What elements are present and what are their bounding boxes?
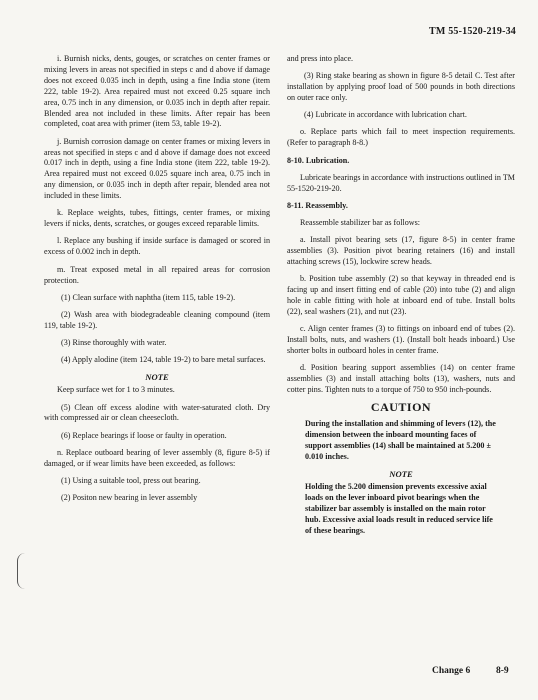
step-m1: (1) Clean surface with naphtha (item 115, table 19-2).	[61, 292, 236, 302]
reassembly-step-b: b. Position tube assembly (2) so that keyway in threaded end is facing up and insert fitting end of cable (20) into tube (2) and align hole in cable fitting with hole at inboard end of tube. Install bolts (22), seal washers (21), and nut (23).	[287, 274, 515, 316]
step-n3: (3) Ring stake bearing as shown in figure 8-5 detail C. Test after installation by applying proof load of 500 pounds in both directions on outer race only.	[287, 71, 515, 103]
document-number: TM 55-1520-219-34	[429, 26, 516, 37]
paragraph-l: l. Replace any bushing if inside surface is damaged or scored in excess of 0.002 inch in depth.	[44, 236, 270, 257]
reassembly-step-c: c. Align center frames (3) to fittings on inboard end of tubes (2). Install bolts, nuts, and washers (1). (Install bolt heads inboard.) Use shorter bolts in outboard holes in center frame.	[287, 324, 515, 355]
reassembly-step-d: d. Position bearing support assemblies (14) on center frame assemblies (3) and install attaching bolts (13), washers, nuts and cotter pins. Tighten nuts to a torque of 750 to 950 inch-pounds.	[287, 363, 515, 395]
lubrication-text: Lubricate bearings in accordance with instructions outlined in TM 55-1520-219-20.	[287, 172, 515, 193]
section-heading-reassembly: 8-11. Reassembly.	[287, 200, 348, 210]
step-m6: (6) Replace bearings if loose or faulty in operation.	[61, 430, 227, 440]
note-text: Keep surface wet for 1 to 3 minutes.	[57, 385, 175, 395]
caution-heading: CAUTION	[370, 400, 432, 415]
paragraph-m: m. Treat exposed metal in all repaired areas for corrosion protection.	[44, 264, 270, 285]
change-number: Change 6	[432, 666, 471, 676]
step-m2: (2) Wash area with biodegradeable cleaning compound (item 119, table 19-2).	[44, 309, 270, 330]
step-n4: (4) Lubricate in accordance with lubrication chart.	[304, 110, 467, 120]
reassembly-intro: Reassemble stabilizer bar as follows:	[300, 218, 421, 228]
right-column	[287, 54, 515, 542]
left-column	[44, 54, 270, 510]
note-heading: NOTE	[145, 372, 169, 383]
step-m4: (4) Apply alodine (item 124, table 19-2) to bare metal surfaces.	[61, 355, 266, 365]
step-m3: (3) Rinse thoroughly with water.	[61, 338, 167, 348]
margin-bracket	[17, 553, 26, 589]
reassembly-step-a: a. Install pivot bearing sets (17, figure 8-5) in center frame assemblies (3). Position pivot bearing retainers (16) and install attaching screws (15), lockwire screw heads.	[287, 235, 515, 267]
note-heading-2: NOTE	[389, 469, 413, 480]
continued-text: and press into place.	[287, 54, 354, 63]
paragraph-j: j. Burnish corrosion damage on center frames or mixing levers in areas not specified in steps c and d above if damage does not exceed 0.017 inch in depth, using a fine India stone (item 222, table 19-2). Area repaired must not exceed 0.025 square inch area, 0.75 inch in any dimension, or 0.035 inch in depth after repair, blended area not included in these limits.	[44, 136, 270, 201]
paragraph-i: i. Burnish nicks, dents, gouges, or scratches on center frames or mixing levers in areas not specified in steps c and d above if damage does not exceed 0.035 inch in depth, using a fine India stone (item 222, table 19-2). Area repaired must not exceed 0.25 square inch area, 0.75 inch in any dimension, or 0.035 inch in depth after repair. Blended area not included in these limits. After repair has been completed, coat area with primer (item 53, table 19-2).	[44, 54, 270, 129]
caution-text: During the installation and shimming of levers (12), the dimension between the inboard mounting faces of support assemblies (14) shall be maintained at 5.200 ± 0.010 inches.	[305, 419, 496, 462]
note-text-2: Holding the 5.200 dimension prevents excessive axial loads on the lever inboard pivot bearings when the stabilizer bar assembly is installed on the main rotor hub. Excessive axial loads result in reduced service life of these bearings.	[305, 481, 493, 535]
paragraph-o: o. Replace parts which fail to meet inspection requirements. (Refer to paragraph 8-8.)	[287, 127, 515, 148]
step-n1: (1) Using a suitable tool, press out bearing.	[61, 475, 201, 485]
section-heading-lubrication: 8-10. Lubrication.	[287, 155, 350, 165]
paragraph-n: n. Replace outboard bearing of lever assembly (8, figure 8-5) if damaged, or if wear limits have been exceeded, as follows:	[44, 447, 270, 468]
page-number: 8-9	[496, 666, 509, 676]
paragraph-k: k. Replace weights, tubes, fittings, center frames, or mixing levers if nicks, dents, scratches, or gouges exceed reparable limits.	[44, 208, 270, 229]
step-n2: (2) Positon new bearing in lever assembly	[61, 493, 198, 503]
step-m5: (5) Clean off excess alodine with water-saturated cloth. Dry with compressed air or clean cheesecloth.	[44, 402, 270, 423]
